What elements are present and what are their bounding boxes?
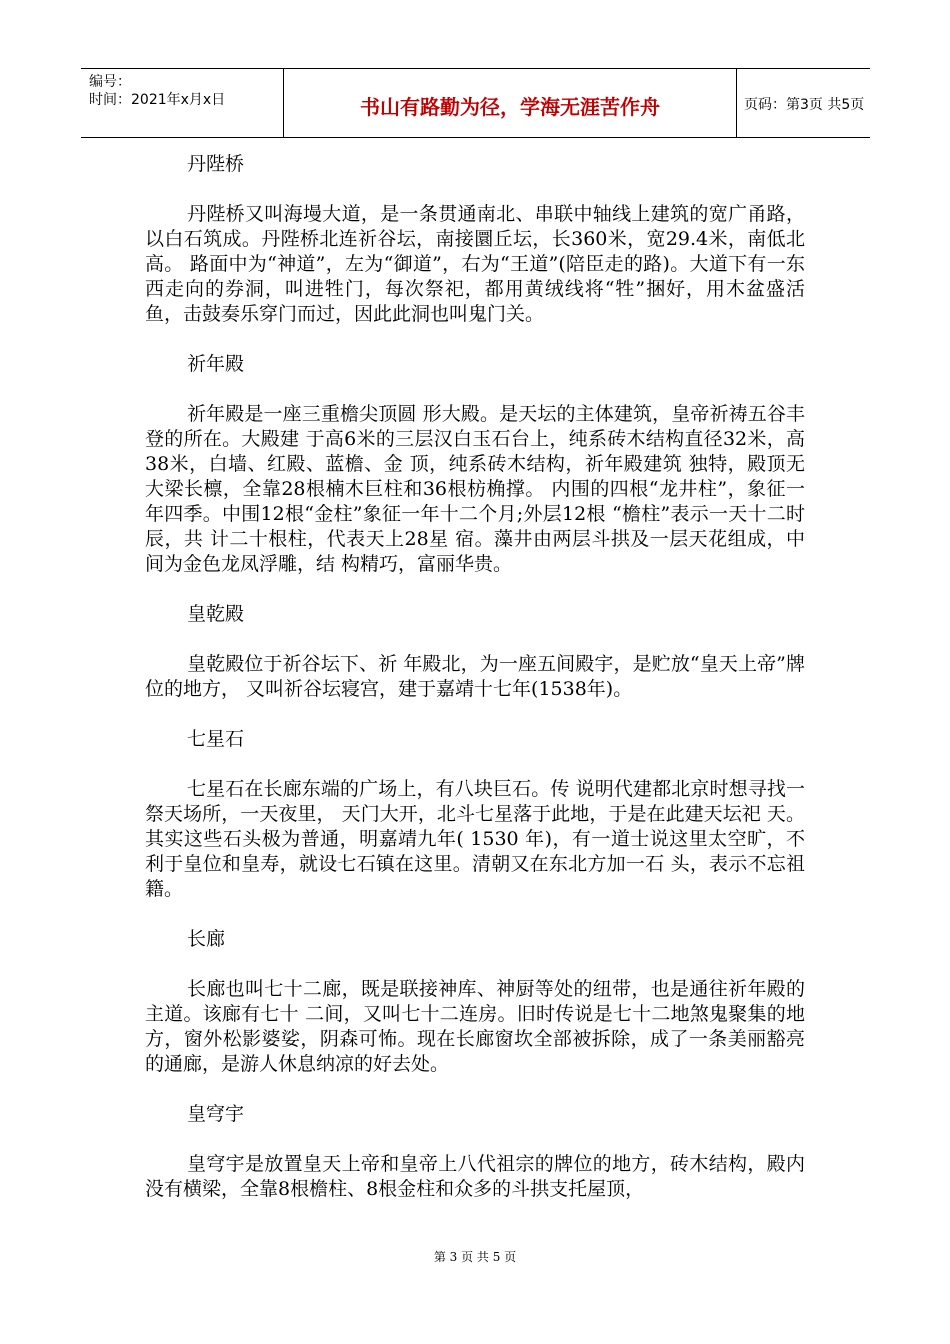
section-heading: 长廊	[187, 928, 226, 950]
section-paragraph: 丹陛桥又叫海墁大道，是一条贯通南北、串联中轴线上建筑的宽广甬路，以白石筑成。丹陛桥北连祈谷坛，南接圜丘坛，长360米，宽29.4米，南低北高。 路面中为“神道”，左为“御道”，右为“王道”(陪臣走的路)。大道下有一东西走向的券洞，叫进牲门，每次祭祀，都用黄绒线将“牲”捆好，用木盆盛活鱼，击鼓奏乐穿门而过，因此此洞也叫鬼门关。	[145, 203, 805, 325]
document-number-label: 编号：	[89, 74, 131, 90]
header-page-cell	[736, 69, 870, 137]
page-header	[81, 68, 870, 138]
section-paragraph: 皇穹宇是放置皇天上帝和皇帝上八代祖宗的牌位的地方，砖木结构，殿内没有横梁，全靠8根檐柱、8根金柱和众多的斗拱支托屋顶，	[145, 1153, 805, 1200]
document-date-label: 时间：2021年x月x日	[89, 92, 226, 108]
section-paragraph: 祈年殿是一座三重檐尖顶圆 形大殿。是天坛的主体建筑，皇帝祈祷五谷丰登的所在。大殿建 于高6米的三层汉白玉石台上，纯系砖木结构直径32米，高 38米，白墙、红殿、蓝檐、金 顶，纯系砖木结构，祈年殿建筑 独特，殿顶无大梁长檩，全靠28根楠木巨柱和36根枋桷撑。 内围的四根“龙井柱”，象征一年四季。中围12根“金柱”象征一年十二个月;外层12根 “檐柱”表示一天十二时辰，共 计二十根柱，代表天上28星 宿。藻井由两层斗拱及一层天花组成，中间为金色龙凤浮雕，结 构精巧，富丽华贵。	[145, 403, 805, 575]
section-paragraph: 长廊也叫七十二廊，既是联接神库、神厨等处的纽带，也是通往祈年殿的主道。该廊有七十 二间，又叫七十二连房。旧时传说是七十二地煞鬼聚集的地方，窗外松影婆娑，阴森可怖。现在长廊窗坎全部被拆除，成了一条美丽豁亮的通廊，是游人休息纳凉的好去处。	[145, 978, 805, 1075]
section-heading: 丹陛桥	[187, 153, 245, 175]
header-meta-cell	[81, 69, 283, 137]
header-page-info: 页码：第3页 共5页	[744, 97, 865, 113]
header-motto: 书山有路勤为径，学海无涯苦作舟	[360, 95, 660, 119]
page-footer: 第 3 页 共 5 页	[433, 1250, 517, 1264]
section-heading: 皇穹宇	[187, 1103, 245, 1125]
section-heading: 七星石	[187, 728, 245, 750]
section-paragraph: 七星石在长廊东端的广场上，有八块巨石。传 说明代建都北京时想寻找一祭天场所，一天夜里， 天门大开，北斗七星落于此地，于是在此建天坛祀 天。其实这些石头极为普通，明嘉靖九年( 1530 年)，有一道士说这里太空旷，不利于皇位和皇寿，就设七石镇在这里。清朝又在东北方加一石 头，表示不忘祖籍。	[145, 778, 805, 900]
header-motto-cell	[283, 69, 737, 137]
document-body	[145, 152, 805, 1202]
section-heading: 祈年殿	[187, 353, 245, 375]
section-heading: 皇乾殿	[187, 603, 245, 625]
section-paragraph: 皇乾殿位于祈谷坛下、祈 年殿北，为一座五间殿宇，是贮放“皇天上帝”牌位的地方， 又叫祈谷坛寝宫，建于嘉靖十七年(1538年)。	[145, 653, 805, 700]
